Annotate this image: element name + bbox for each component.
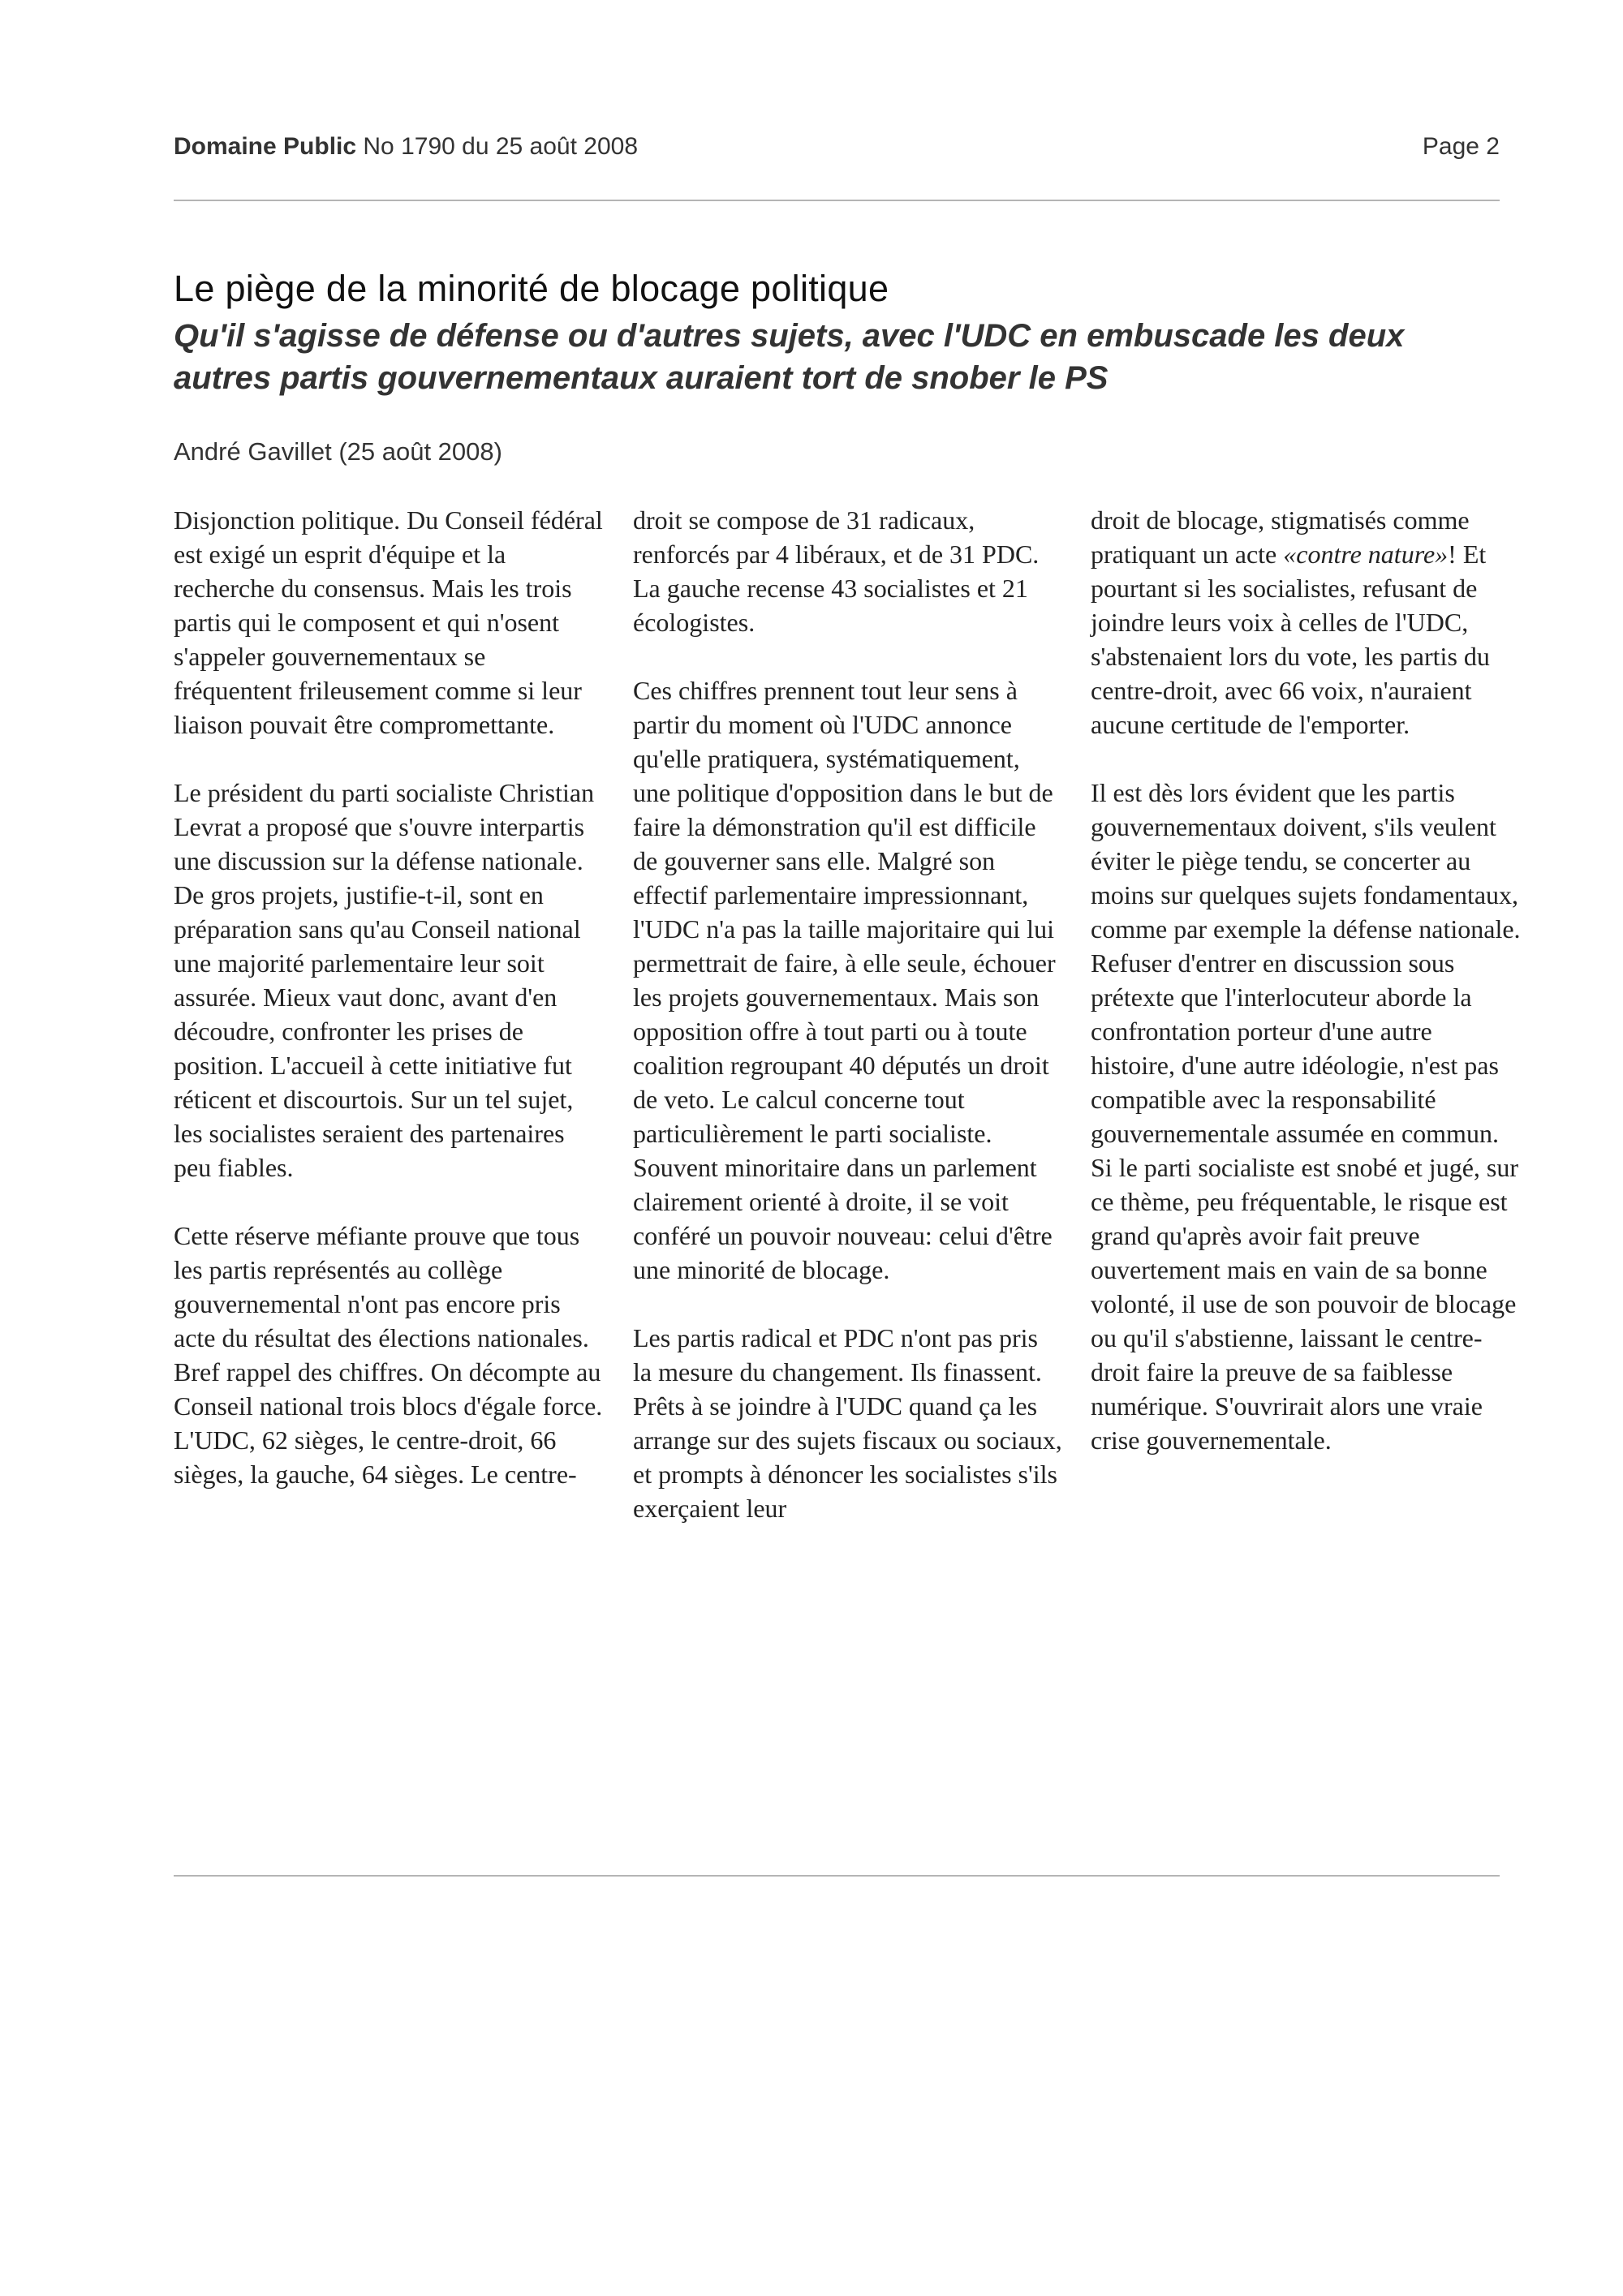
paragraph: Il est dès lors évident que les partis gouvernementaux doivent, s'ils veulent éviter le piège tendu, se concerter au moins sur quelques sujets fondamentaux, comme par exemple la défense nationale. Refuser d'entrer en discussion sous prétexte que l'interlocuteur aborde la confrontation porteur d'une autre histoire, d'une autre idéologie, n'est pas compatible avec la responsabilité gouvernementale assumée en commun. Si le parti socialiste est snobé et jugé, sur ce thème, peu fréquentable, le risque est grand qu'après avoir fait preuve ouvertement mais en vain de sa bonne volonté, il use de son pouvoir de blocage ou qu'il s'abstienne, laissant le centre-droit faire la preuve de sa faiblesse numérique. S'ouvrirait alors une vraie crise gouvernementale. <box>1091 778 1521 1455</box>
paragraph: Les partis radical et PDC n'ont pas pris la mesure du changement. Ils finassent. Prêts à se joindre à l'UDC quand ça les arrange sur des sujets fiscaux ou sociaux, et prompts à dénoncer les socialistes s'ils exerçaient leur <box>633 1323 1062 1523</box>
text-run: droit de blocage, stigmatisés comme pratiquant un acte <box>1091 505 1470 569</box>
column-3 <box>1091 503 1521 1491</box>
footer-divider <box>174 1875 1500 1877</box>
text-run: ! Et pourtant si les socialistes, refusant de joindre leurs voix à celles de l'UDC, s'abstenaient lors du vote, les partis du centre-droit, avec 66 voix, n'auraient aucune certitude de l'emporter. <box>1091 540 1490 739</box>
article-subtitle: Qu'il s'agisse de défense ou d'autres sujets, avec l'UDC en embuscade les deux autres partis gouvernementaux auraient tort de snober le PS <box>174 318 1405 396</box>
paragraph: Le président du parti socialiste Christian Levrat a proposé que s'ouvre interpartis une discussion sur la défense nationale. De gros projets, justifie-t-il, sont en préparation sans qu'au Conseil national une majorité parlementaire leur soit assurée. Mieux vaut donc, avant d'en découdre, confronter les prises de position. L'accueil à cette initiative fut réticent et discourtois. Sur un tel sujet, les socialistes seraient des partenaires peu fiables. <box>174 778 595 1182</box>
article-byline: André Gavillet (25 août 2008) <box>174 437 502 466</box>
publication-name: Domaine Public <box>174 133 357 160</box>
article-title: Le piège de la minorité de blocage politique <box>174 268 889 309</box>
paragraph: Disjonction politique. Du Conseil fédéral est exigé un esprit d'équipe et la recherche du consensus. Mais les trois partis qui le composent et qui n'osent s'appeler gouvernementaux se fréquentent frileusement comme si leur liaison pouvait être compromettante. <box>174 505 603 739</box>
column-1 <box>174 503 604 1525</box>
header-divider <box>174 200 1500 201</box>
paragraph: droit se compose de 31 radicaux, renforcés par 4 libéraux, et de 31 PDC. La gauche recense 43 socialistes et 21 écologistes. <box>633 505 1040 637</box>
issue-info: No 1790 du 25 août 2008 <box>363 133 639 160</box>
paragraph: Cette réserve méfiante prouve que tous les partis représentés au collège gouvernemental n'ont pas encore pris acte du résultat des élections nationales. Bref rappel des chiffres. On décompte au Conseil national trois blocs d'égale force. L'UDC, 62 sièges, le centre-droit, 66 sièges, la gauche, 64 sièges. Le centre- <box>174 1221 603 1489</box>
page-header <box>174 133 1500 170</box>
page-number: Page 2 <box>1422 133 1500 160</box>
quoted-phrase: «contre nature» <box>1283 540 1449 569</box>
paragraph <box>1091 503 1521 742</box>
paragraph: Ces chiffres prennent tout leur sens à partir du moment où l'UDC annonce qu'elle pratiquera, systématiquement, une politique d'opposition dans le but de faire la démonstration qu'il est difficile de gouverner sans elle. Malgré son effectif parlementaire impressionnant, l'UDC n'a pas la taille majoritaire qui lui permettrait de faire, à elle seule, échouer les projets gouvernementaux. Mais son opposition offre à tout parti ou à toute coalition regroupant 40 députés un droit de veto. Le calcul concerne tout particulièrement le parti socialiste. Souvent minoritaire dans un parlement clairement orienté à droite, il se voit conféré un pouvoir nouveau: celui d'être une minorité de blocage. <box>633 676 1056 1284</box>
column-2 <box>633 503 1063 1559</box>
